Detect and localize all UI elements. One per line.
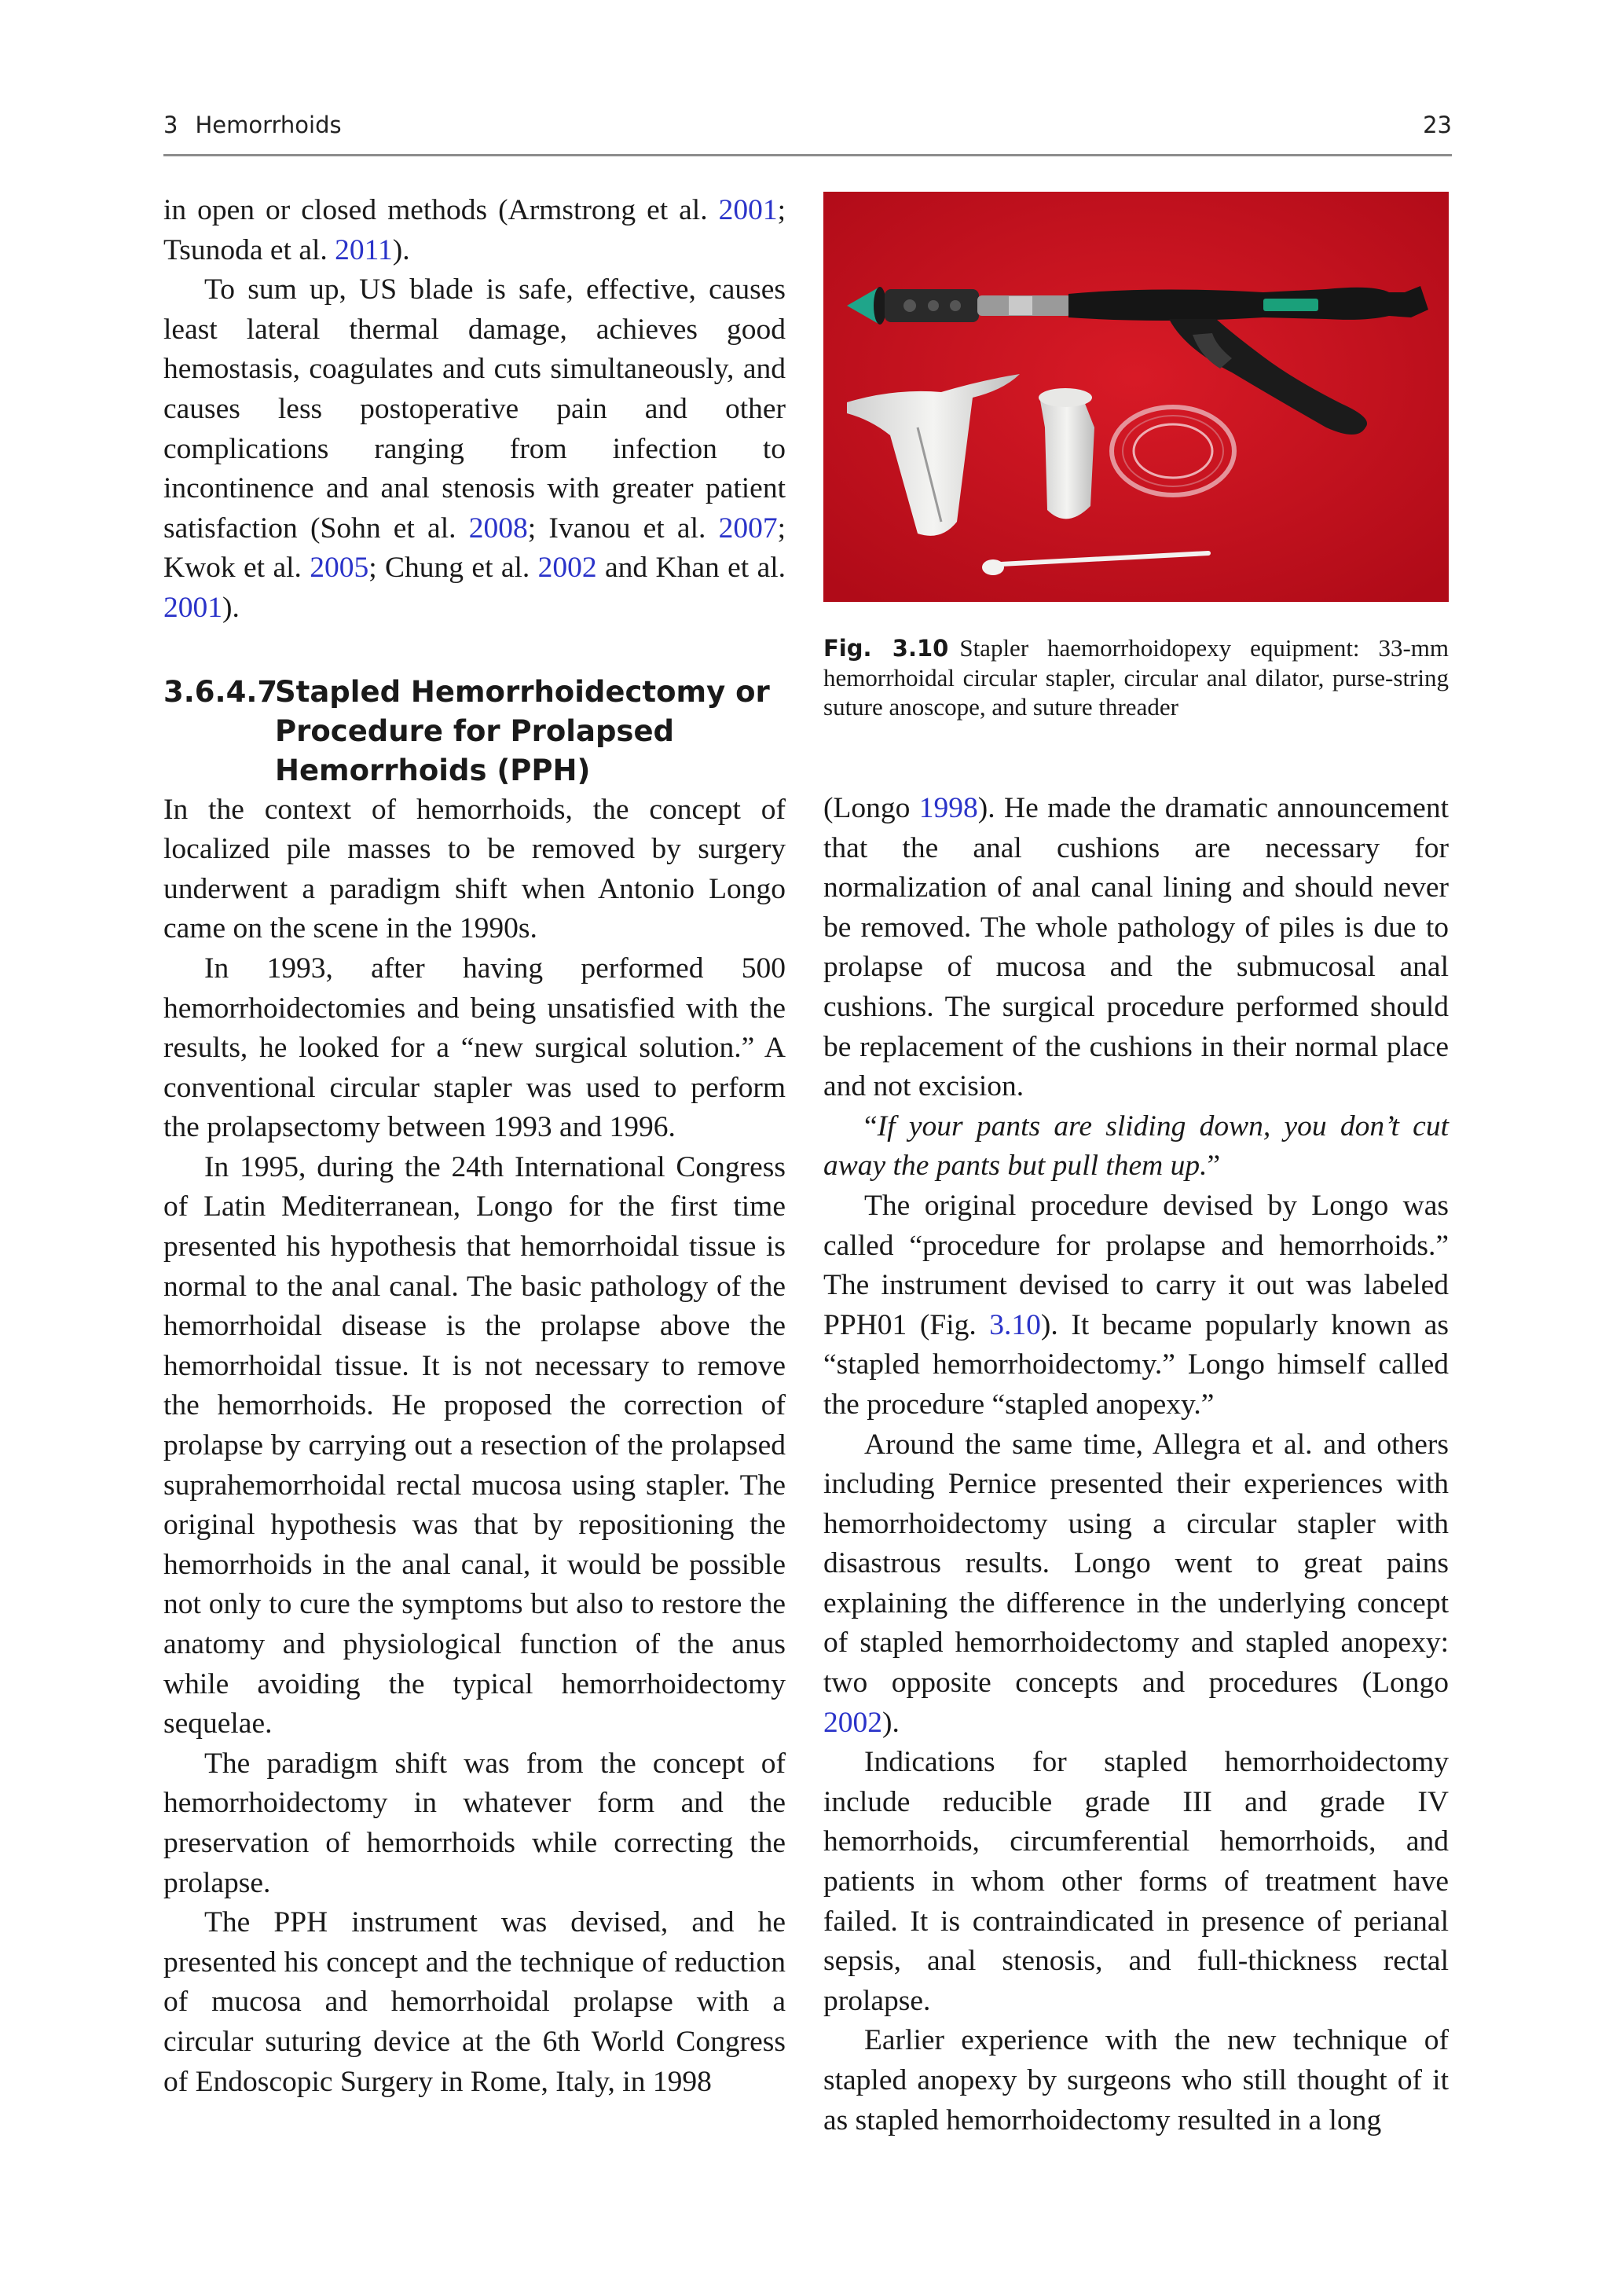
header-rule xyxy=(163,154,1452,156)
circular-anal-dilator xyxy=(1039,388,1094,519)
paragraph xyxy=(823,1425,1449,1744)
quote-mark: “ xyxy=(864,1109,878,1142)
paragraph xyxy=(163,270,786,628)
citation-link[interactable]: 2008 xyxy=(468,512,528,545)
quote-mark: ” xyxy=(1207,1150,1221,1183)
figure-photo xyxy=(823,192,1449,602)
figure-link[interactable]: 3.10 xyxy=(989,1308,1041,1341)
paragraph: In 1995, during the 24th International Congress of Latin Mediterranean, Longo for the first time presented his hypothesis that hemorrhoidal tissue is normal to the anal canal. The basic pathology of the hemorrhoidal disease is the prolapse above the hemorrhoidal tissue. It is not necessary to remove the hemorrhoids. He proposed the correction of prolapse by carrying out a resection of the prolapsed suprahemorrhoidal rectal mucosa using stapler. The original hypothesis was that by repositioning the hemorrhoids in the anal canal, it would be possible not only to cure the symptoms but also to restore the anatomy and physiological function of the anus while avoiding the typical hemorrhoidectomy sequelae. xyxy=(163,1150,786,1740)
text-run: (Longo xyxy=(823,792,919,824)
stapler-equipment-photo xyxy=(823,192,1449,602)
chapter-title: Hemorrhoids xyxy=(195,112,342,138)
quote-text: If your pants are sliding down, you don’t cut away the pants but pull them up. xyxy=(823,1109,1449,1183)
text-run: ; Chung et al. xyxy=(368,552,538,585)
text-run: in open or closed methods (Armstrong et al. xyxy=(163,194,719,226)
text-run: To sum up, US blade is safe, effective, causes least lateral thermal damage, achieves good hemostasis, coagulates and cuts simultaneously, and causes less postoperative pain and other complications ranging from infection to incontinence and anal stenosis with greater patient satisfaction (Sohn et al. xyxy=(163,273,786,545)
paragraph xyxy=(163,191,786,270)
citation-link[interactable]: 2011 xyxy=(335,233,393,266)
text-run: Around the same time, Allegra et al. and others including Pernice presented their experiences with hemorrhoidectomy using a circular stapler with disastrous results. Longo went to great pains explaining the difference in the underlying concept of stapled hemorrhoidectomy and stapled anopexy: two opposite concepts and procedures (Longo xyxy=(823,1428,1449,1700)
running-head-chapter xyxy=(163,112,342,138)
text-run: ; Ivanou et al. xyxy=(527,512,719,545)
text-run: ). xyxy=(222,591,240,624)
text-run: ). xyxy=(392,233,410,266)
paragraph: In 1993, after having performed 500 hemorrhoidectomies and being unsatisfied with the results, he looked for a “new surgical solution.” A conventional circular stapler was used to perform the prolapsectomy between 1993 and 1996. xyxy=(163,952,786,1144)
section-heading xyxy=(163,673,786,790)
section-number: 3.6.4.7 xyxy=(163,674,278,709)
paragraph: Earlier experience with the new technique of stapled anopexy by surgeons who still thought of it as stapled hemorrhoidectomy resulted in a long xyxy=(823,2024,1449,2136)
paragraph: The PPH instrument was devised, and he presented his concept and the technique of reduction of mucosa and hemorrhoidal prolapse with a circular suturing device at the 6th World Congress of Endoscopic Surgery in Rome, Italy, in 1998 xyxy=(163,1906,786,2098)
figure-label: Fig. 3.10 xyxy=(823,635,949,662)
text-run: The original procedure devised by Longo was called “procedure for prolapse and hemorrhoids.” The instrument devised to carry it out was labeled PPH01 (Fig. xyxy=(823,1189,1449,1341)
citation-link[interactable]: 2001 xyxy=(163,591,222,624)
page-number: 23 xyxy=(1423,112,1452,138)
left-column xyxy=(163,191,786,2102)
text-run: ). It became popularly known as “stapled hemorrhoidectomy.” Longo himself called the procedure “stapled anopexy.” xyxy=(823,1308,1449,1421)
citation-link[interactable]: 2007 xyxy=(718,512,778,545)
citation-link[interactable]: 2001 xyxy=(718,194,778,226)
paragraph xyxy=(823,789,1449,1107)
citation-link[interactable]: 2002 xyxy=(537,552,597,585)
paragraph: The paradigm shift was from the concept of hemorrhoidectomy in whatever form and the preservation of hemorrhoids while correcting the prolapse. xyxy=(163,1747,786,1899)
paragraph: In the context of hemorrhoids, the concept of localized pile masses to be removed by surgery underwent a paradigm shift when Antonio Longo came on the scene in the 1990s. xyxy=(163,793,786,945)
text-run: ; Tsunoda et al. xyxy=(163,194,786,266)
citation-link[interactable]: 1998 xyxy=(918,792,978,824)
text-run: ). He made the dramatic announcement that the anal cushions are necessary for normalization of anal canal lining and should never be removed. The whole pathology of piles is due to prolapse of mucosa and the submucosal anal cushions. The surgical procedure performed should be replacement of the cushions in their normal place and not excision. xyxy=(823,792,1449,1103)
section-title: Stapled Hemorrhoidectomy or Procedure for Prolapsed Hemorrhoids (PPH) xyxy=(275,674,770,787)
text-run: and Khan et al. xyxy=(596,552,786,585)
figure-caption-text: Stapler haemorrhoidopexy equipment: 33-mm hemorrhoidal circular stapler, circular anal dilator, purse-string suture anoscope, and suture threader xyxy=(823,634,1449,721)
paragraph xyxy=(823,1187,1449,1425)
text-run: ; Kwok et al. xyxy=(163,512,786,585)
citation-link[interactable]: 2002 xyxy=(823,1706,882,1739)
figure-caption xyxy=(823,633,1449,721)
paragraph: Indications for stapled hemorrhoidectomy include reducible grade III and grade IV hemorrhoids, circumferential hemorrhoids, and patients in whom other forms of treatment have failed. It is contraindicated in presence of perianal sepsis, anal stenosis, and full-thickness rectal prolapse. xyxy=(823,1746,1449,2017)
right-column xyxy=(823,789,1449,2140)
text-run: ). xyxy=(882,1706,900,1739)
chapter-number: 3 xyxy=(163,112,178,138)
quote-paragraph xyxy=(823,1107,1449,1187)
citation-link[interactable]: 2005 xyxy=(310,552,369,585)
running-head xyxy=(163,112,1452,146)
